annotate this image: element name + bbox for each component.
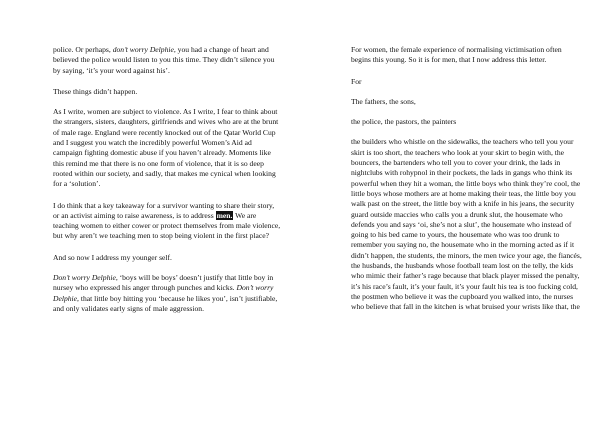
right-page — [300, 0, 600, 425]
italic-phrase: Don’t worry Delphie — [53, 283, 274, 303]
paragraph-key-takeaway — [53, 201, 281, 242]
paragraph-for-women: For women, the female experience of normalising victimisation often begins this young. So it is for men, that I now address this letter. — [351, 45, 562, 65]
italic-phrase: Don’t worry Delphie — [53, 273, 116, 283]
italic-phrase: don’t worry Delphie — [112, 45, 174, 54]
text-run: I do think that a key takeaway for a survivor wanting to share their story, or an activist aiming to raise awareness, is to address — [53, 200, 275, 220]
highlighted-word: men. — [216, 210, 233, 220]
paragraph-as-i-write: As I write, women are subject to violence. As I write, I fear to think about the strangers, sisters, daughters, girlfriends and wives who are at the brunt of male rage. England were recently knocked out of the Qatar World Cup and I suggest you watch the incredibly powerful Women’s Aid ad campaign fighting domestic abuse if you haven’t already. Moments like this remind me that there is no one form of violence, that it is so deep rooted within our society, and sadly, that makes me cynical when looking for a ‘solution’. — [53, 107, 279, 189]
paragraph-police-pastors: the police, the pastors, the painters — [351, 117, 457, 127]
paragraph-fathers-sons: The fathers, the sons, — [351, 96, 416, 106]
right-text-column — [351, 45, 583, 324]
text-run: , ‘boys will be boys’ doesn’t justify that little boy in nursey who expressed his anger through punches and kicks. — [53, 273, 274, 293]
paragraph-younger-self: And so now I address my younger self. — [53, 252, 172, 262]
text-run: , that little boy hitting you ‘because he likes you’, isn’t justifiable, and only validates early signs of male aggression. — [53, 293, 278, 313]
paragraph-boys-will-be-boys — [53, 273, 281, 314]
text-run: We are teaching women to either cower or protect themselves from male violence, but why aren’t we teaching men to stop being violent in the first place? — [53, 210, 281, 241]
text-run: police. Or perhaps, — [53, 45, 113, 54]
left-text-column — [53, 45, 281, 325]
paragraph-list-of-men: the builders who whistle on the sidewalks, the teachers who tell you your skirt is too short, the teachers who look at your skirt to begin with, the bouncers, the bartenders who tell you to cover your drink, the lads in nightclubs with rohypnol in their pockets, the lads in gangs who think its powerful when they hit a woman, the little boys who think they’re cool, the little boys whose mothers are at home making their teas, the little boy you walk past on the street, the little boy with a knife in his jeans, the security guard outside maccies who calls you a drunk slut, the housemate who defends you and says ‘oi, she’s not a slut’, the housemate who instead of going to his bed came to yours, the housemate who was too drunk to remember you saying no, the housemate who in the morning acted as if it didn’t happen, the students, the minors, the men twice your age, the fiancés, the husbands, the husbands whose football team lost on the telly, the kids who mimic their father’s rage because that black player missed the penalty, it’s his race’s fault, it’s your fault, it’s your fault his tea is too fucking cold, the postmen who believe it was the cupboard you walked into, the nurses who believe that fall in the kitchen is what bruised your wrists like that, the — [351, 137, 582, 312]
paragraph-for: For — [351, 76, 362, 86]
paragraph-didnt-happen: These things didn’t happen. — [53, 86, 138, 96]
text-run: , you had a change of heart and believed the police would listen to you this time. They didn’t silence you by saying, ‘it’s your word against his’. — [53, 45, 275, 75]
paragraph-police — [53, 45, 281, 76]
